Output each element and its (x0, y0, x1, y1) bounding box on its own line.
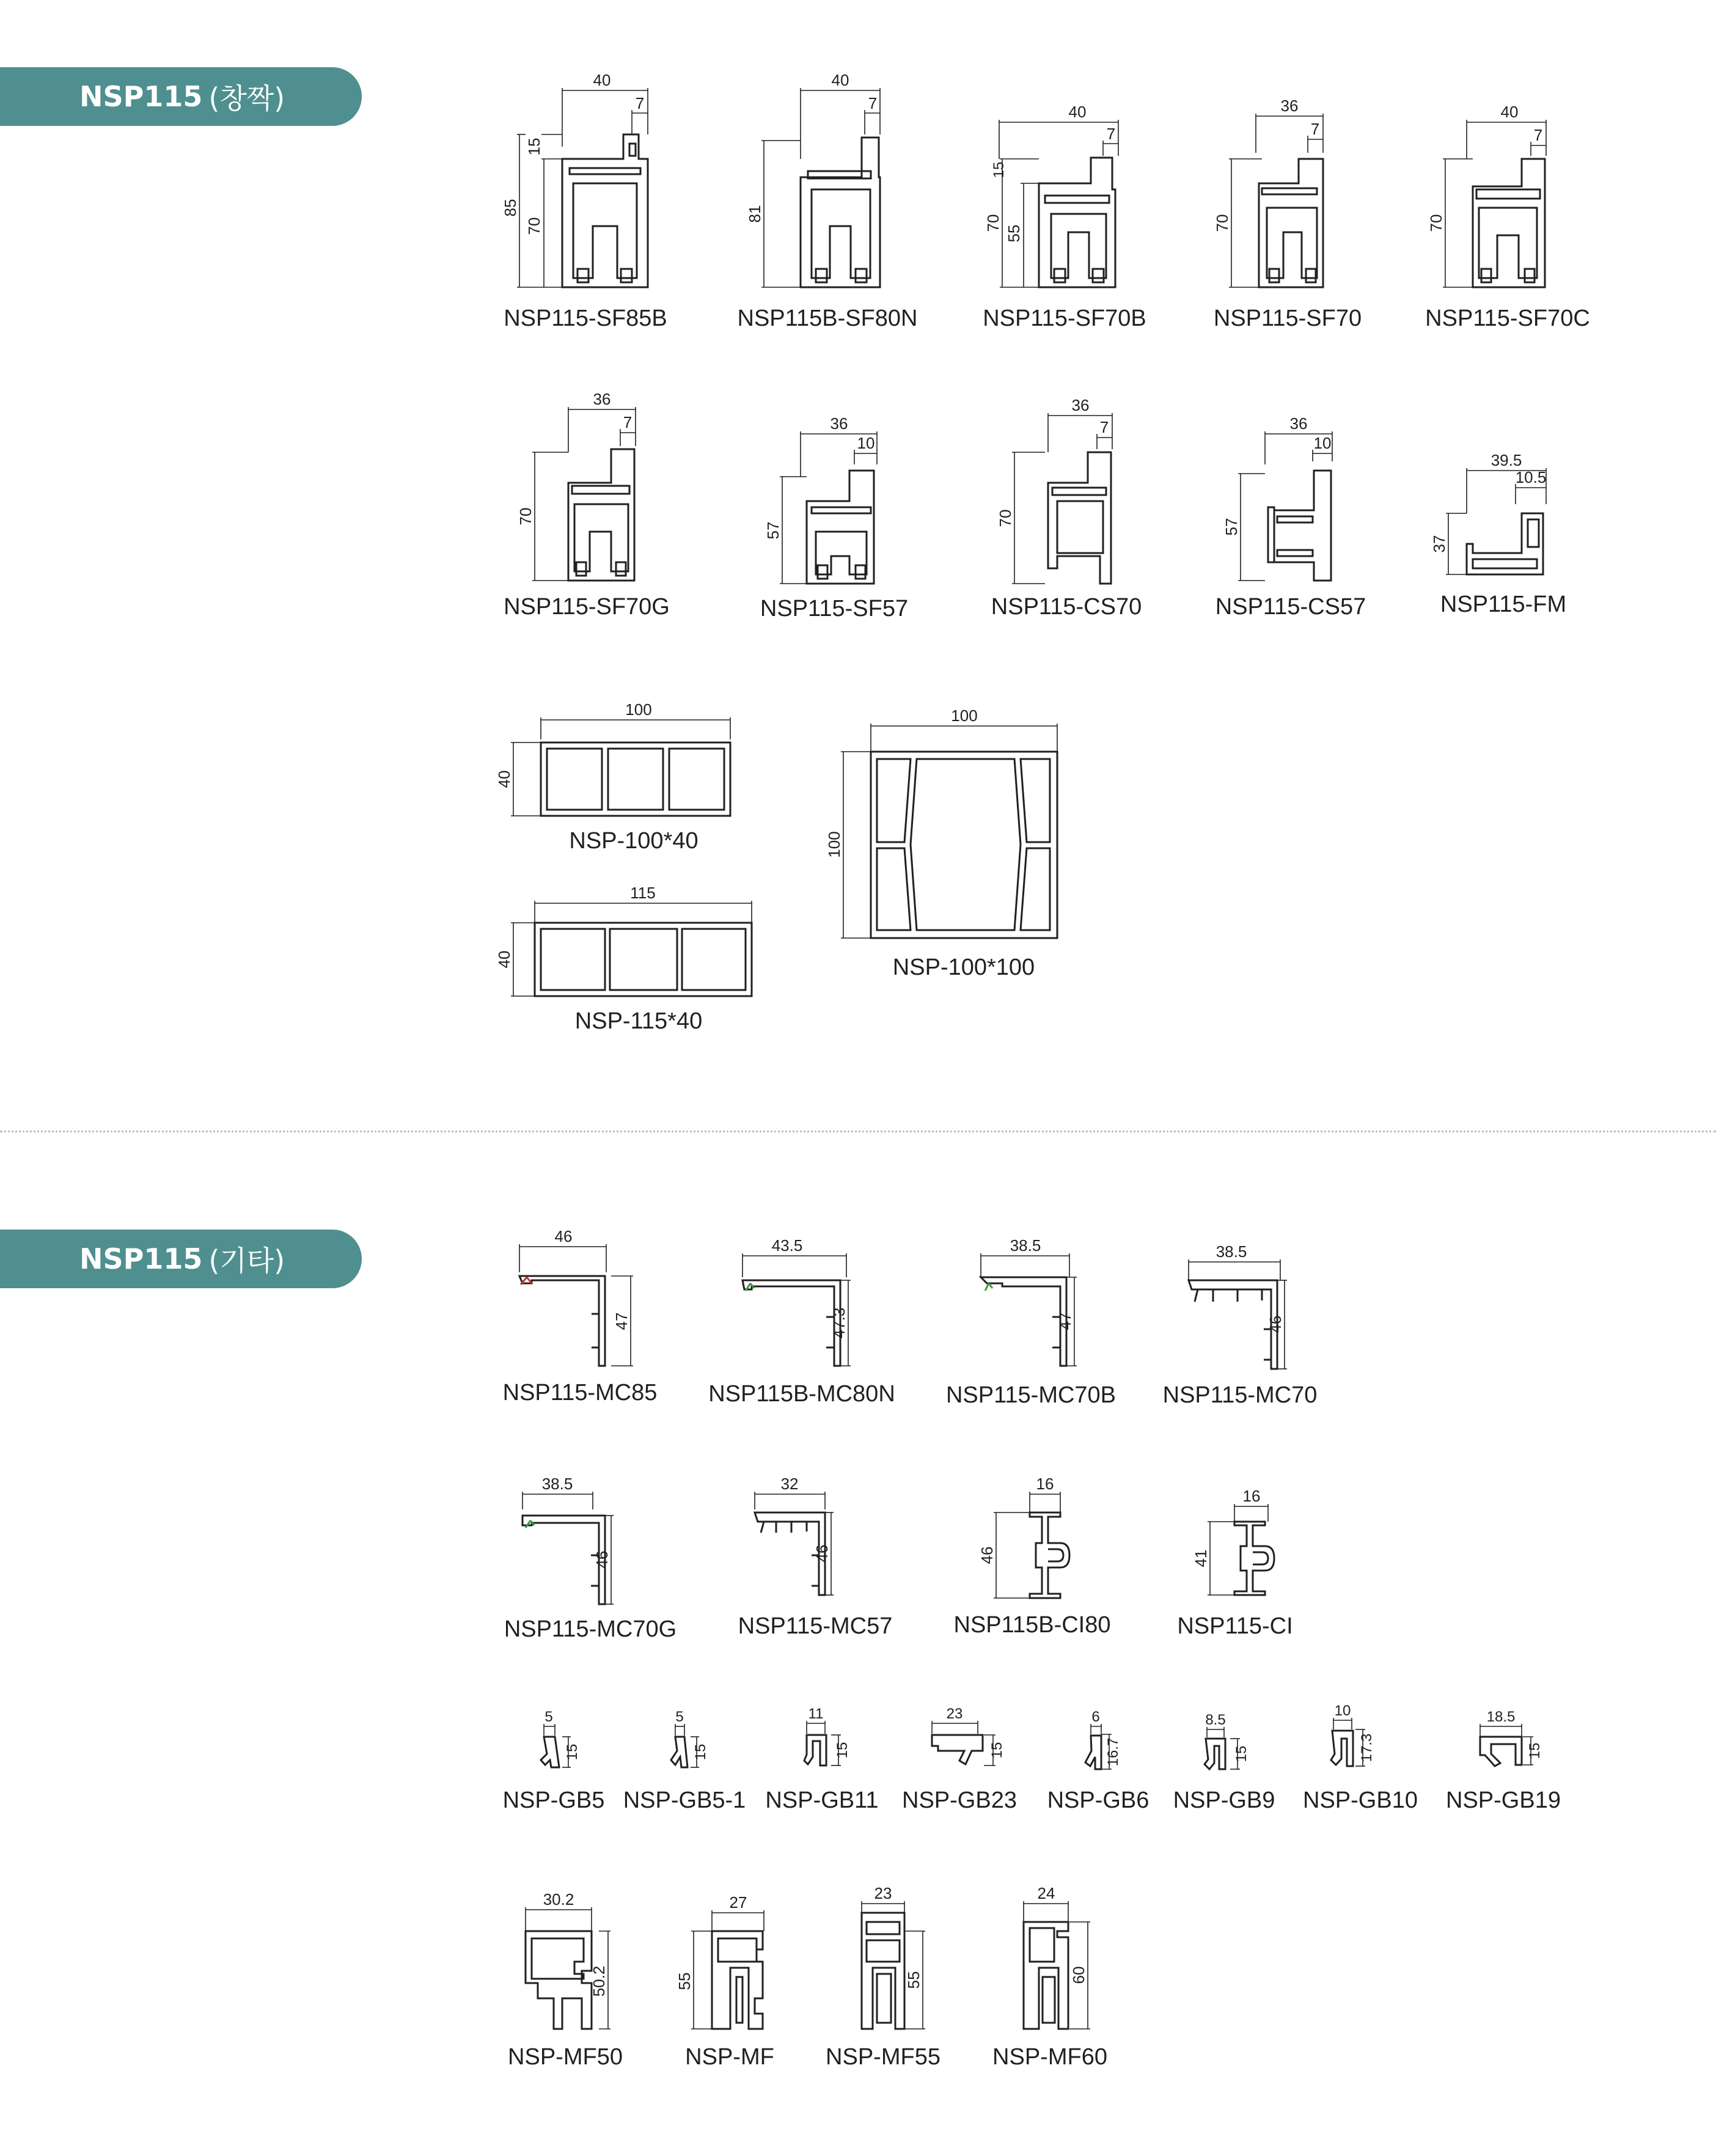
dim-width: 40 (593, 71, 611, 89)
profile-drawing-gb10 (1314, 1693, 1387, 1778)
dim-width: 38.5 (541, 1475, 573, 1493)
profile-drawing-mf (672, 1882, 782, 2041)
dim-height: 40 (495, 770, 513, 788)
dim-height: 47 (612, 1312, 631, 1330)
dim-width: 100 (625, 700, 652, 719)
profile-label: NSP115-FM (1440, 592, 1567, 617)
profile-drawing-gb23 (917, 1696, 1014, 1778)
profile-drawing-gb11 (788, 1696, 862, 1778)
dim-body-height: 55 (1005, 224, 1023, 243)
dim-width: 16 (1036, 1475, 1054, 1493)
dim-width: 40 (831, 71, 849, 89)
profile-label: NSP-GB5-1 (623, 1788, 746, 1813)
profile-drawing-mc70g (513, 1467, 648, 1613)
profile-drawing-mf55 (837, 1876, 947, 2041)
dim-height: 15 (1233, 1745, 1250, 1762)
profile-label: NSP115B-SF80N (737, 306, 918, 331)
dim-width: 16 (1242, 1487, 1261, 1505)
profile-drawing-mc85 (513, 1222, 648, 1375)
dim-height: 17.3 (1358, 1733, 1375, 1762)
section-subtitle: (기타) (208, 1244, 285, 1277)
dim-width: 38.5 (1216, 1242, 1247, 1261)
dim-height: 15 (1527, 1742, 1543, 1759)
profile-drawing-115x40 (495, 880, 758, 1002)
profile-drawing-ci80 (972, 1467, 1082, 1613)
section-subtitle: (창짝) (208, 82, 285, 115)
dim-width: 100 (951, 706, 978, 725)
dim-height: 37 (1430, 535, 1448, 553)
dim-height: 55 (904, 1971, 923, 1989)
profile-drawing-ci (1179, 1473, 1289, 1613)
profile-drawing-100x40 (495, 697, 739, 819)
profile-label: NSP-MF55 (826, 2044, 941, 2070)
section-code: NSP115 (79, 80, 203, 113)
dim-top: 15 (991, 161, 1007, 178)
profile-label: NSP-GB11 (765, 1788, 879, 1813)
dim-width: 5 (675, 1709, 684, 1725)
dim-height: 57 (764, 521, 782, 540)
profile-drawing-sf70c (1418, 98, 1558, 299)
profile-drawing-gb19 (1467, 1699, 1552, 1778)
dim-height: 100 (825, 831, 843, 858)
profile-label: NSP115-SF70 (1213, 306, 1362, 331)
profile-label: NSP-GB9 (1173, 1788, 1275, 1813)
dim-flange: 10 (857, 434, 875, 452)
profile-label: NSP115-MC57 (738, 1613, 893, 1639)
profile-drawing-sf80n (739, 67, 892, 299)
dim-flange: 7 (1106, 125, 1116, 143)
profile-drawing-gb5-1 (654, 1699, 721, 1778)
profile-label: NSP115-MC70B (945, 1382, 1116, 1408)
dim-width: 115 (630, 884, 656, 902)
dim-height: 16.7 (1105, 1737, 1121, 1767)
dim-height: 47 (1056, 1312, 1074, 1330)
dim-flange: 10.5 (1515, 468, 1547, 486)
gasket-mark (985, 1283, 992, 1291)
dim-height: 15 (989, 1742, 1005, 1759)
section-header-sash (0, 67, 362, 126)
dim-height: 47.3 (830, 1307, 848, 1339)
profile-drawing-sf57 (758, 409, 892, 593)
dim-width: 23 (946, 1706, 963, 1722)
profile-label: NSP115-SF85B (504, 306, 667, 331)
dim-height: 15 (564, 1744, 581, 1761)
profile-label: NSP-GB23 (902, 1788, 1017, 1813)
dim-height: 46 (1266, 1315, 1285, 1333)
dim-width: 5 (544, 1709, 553, 1725)
dim-width: 40 (1500, 103, 1519, 121)
dim-height: 40 (495, 950, 513, 969)
dim-height: 46 (593, 1550, 611, 1569)
profile-label: NSP115B-CI80 (953, 1612, 1111, 1638)
dim-total-height: 85 (501, 199, 519, 217)
profile-drawing-cs57 (1222, 409, 1344, 593)
profile-label: NSP115-MC70G (504, 1616, 677, 1642)
dim-width: 32 (780, 1475, 799, 1493)
profile-drawing-mc57 (746, 1467, 856, 1613)
profile-label: NSP-100*100 (892, 955, 1035, 980)
dim-flange: 7 (1099, 418, 1109, 436)
dim-width: 39.5 (1491, 451, 1522, 469)
gasket-mark (526, 1520, 534, 1528)
section-code: NSP115 (79, 1242, 203, 1275)
dim-height: 46 (978, 1546, 996, 1564)
profile-drawing-sf70g (513, 385, 648, 593)
profile-drawing-mc80n (733, 1228, 868, 1375)
dim-height: 60 (1069, 1966, 1088, 1984)
dim-width: 30.2 (543, 1890, 574, 1909)
profile-label: NSP115-CI (1177, 1613, 1293, 1639)
dim-flange: 10 (1313, 434, 1332, 452)
profile-label: NSP-115*40 (574, 1008, 703, 1034)
dim-height: 50.2 (590, 1965, 608, 1997)
profile-drawing-cs70 (996, 391, 1131, 593)
dim-flange: 7 (868, 94, 878, 112)
dim-width: 36 (830, 414, 848, 433)
dim-body-height: 70 (525, 217, 543, 235)
profile-label: NSP-GB19 (1446, 1788, 1561, 1813)
profile-label: NSP-GB10 (1303, 1788, 1418, 1813)
profile-label: NSP115B-MC80N (708, 1381, 895, 1407)
dim-width: 46 (554, 1227, 573, 1245)
dim-height: 15 (834, 1742, 851, 1759)
profile-drawing-mf60 (1002, 1876, 1112, 2041)
profile-label: NSP-MF60 (992, 2044, 1107, 2070)
profile-label: NSP115-SF57 (760, 596, 909, 622)
dim-height: 70 (1427, 214, 1445, 232)
profile-drawing-sf70b (978, 98, 1124, 299)
profile-drawing-gb6 (1063, 1699, 1137, 1778)
profile-label: NSP-GB6 (1047, 1788, 1150, 1813)
profile-label: NSP115-MC70 (1162, 1382, 1318, 1408)
section-header-other (0, 1230, 362, 1288)
profile-drawing-fm (1424, 446, 1558, 587)
dim-height: 15 (692, 1744, 709, 1761)
dim-width: 40 (1068, 103, 1087, 121)
profile-drawing-sf85b (501, 67, 654, 299)
dim-height: 41 (1192, 1549, 1210, 1568)
profile-label: NSP-MF (685, 2044, 774, 2070)
dim-total-height: 70 (984, 214, 1002, 232)
profile-drawing-sf70 (1207, 92, 1341, 299)
dim-height: 70 (996, 509, 1014, 527)
dim-width: 36 (1289, 414, 1308, 433)
profile-drawing-mf50 (513, 1882, 629, 2041)
profile-label: NSP115-MC85 (502, 1380, 658, 1406)
dim-height: 57 (1222, 518, 1241, 536)
dim-width: 43.5 (771, 1236, 803, 1255)
profile-label: NSP115-CS70 (991, 594, 1142, 620)
dim-width: 8.5 (1205, 1712, 1226, 1728)
dim-flange: 7 (623, 413, 632, 431)
profile-drawing-gb5 (526, 1699, 593, 1778)
profile-drawing-mc70b (972, 1228, 1094, 1375)
dim-width: 36 (1280, 97, 1299, 115)
dim-width: 6 (1091, 1709, 1100, 1725)
profile-label: NSP-GB5 (502, 1788, 605, 1813)
profile-drawing-mc70 (1179, 1228, 1302, 1375)
dim-width: 36 (1071, 396, 1090, 414)
dim-height: 70 (516, 507, 535, 526)
profile-label: NSP115-CS57 (1215, 594, 1366, 620)
profile-label: NSP115-SF70C (1425, 306, 1590, 331)
dim-flange: 7 (1533, 126, 1543, 144)
dim-flange: 7 (635, 94, 645, 112)
dim-width: 36 (593, 390, 611, 408)
dim-height: 70 (1213, 214, 1231, 232)
dim-top: 15 (525, 138, 543, 156)
dim-width: 23 (874, 1884, 892, 1902)
dim-width: 10 (1334, 1703, 1351, 1719)
profile-label: NSP-100*40 (569, 828, 698, 854)
dim-height: 46 (813, 1544, 831, 1563)
dim-flange: 7 (1310, 120, 1320, 138)
profile-label: NSP115-SF70G (504, 594, 670, 620)
dim-width: 27 (729, 1893, 747, 1912)
profile-drawing-gb9 (1189, 1702, 1262, 1778)
dim-height: 55 (675, 1972, 694, 1990)
profile-label: NSP-MF50 (508, 2044, 623, 2070)
section-divider (0, 1131, 1716, 1132)
profile-label: NSP115-SF70B (983, 306, 1146, 331)
dim-width: 18.5 (1486, 1709, 1516, 1725)
dim-height: 81 (746, 205, 764, 223)
dim-width: 38.5 (1010, 1236, 1041, 1255)
dim-width: 11 (808, 1706, 824, 1722)
dim-width: 24 (1037, 1884, 1055, 1902)
profile-drawing-100x100 (819, 703, 1076, 947)
